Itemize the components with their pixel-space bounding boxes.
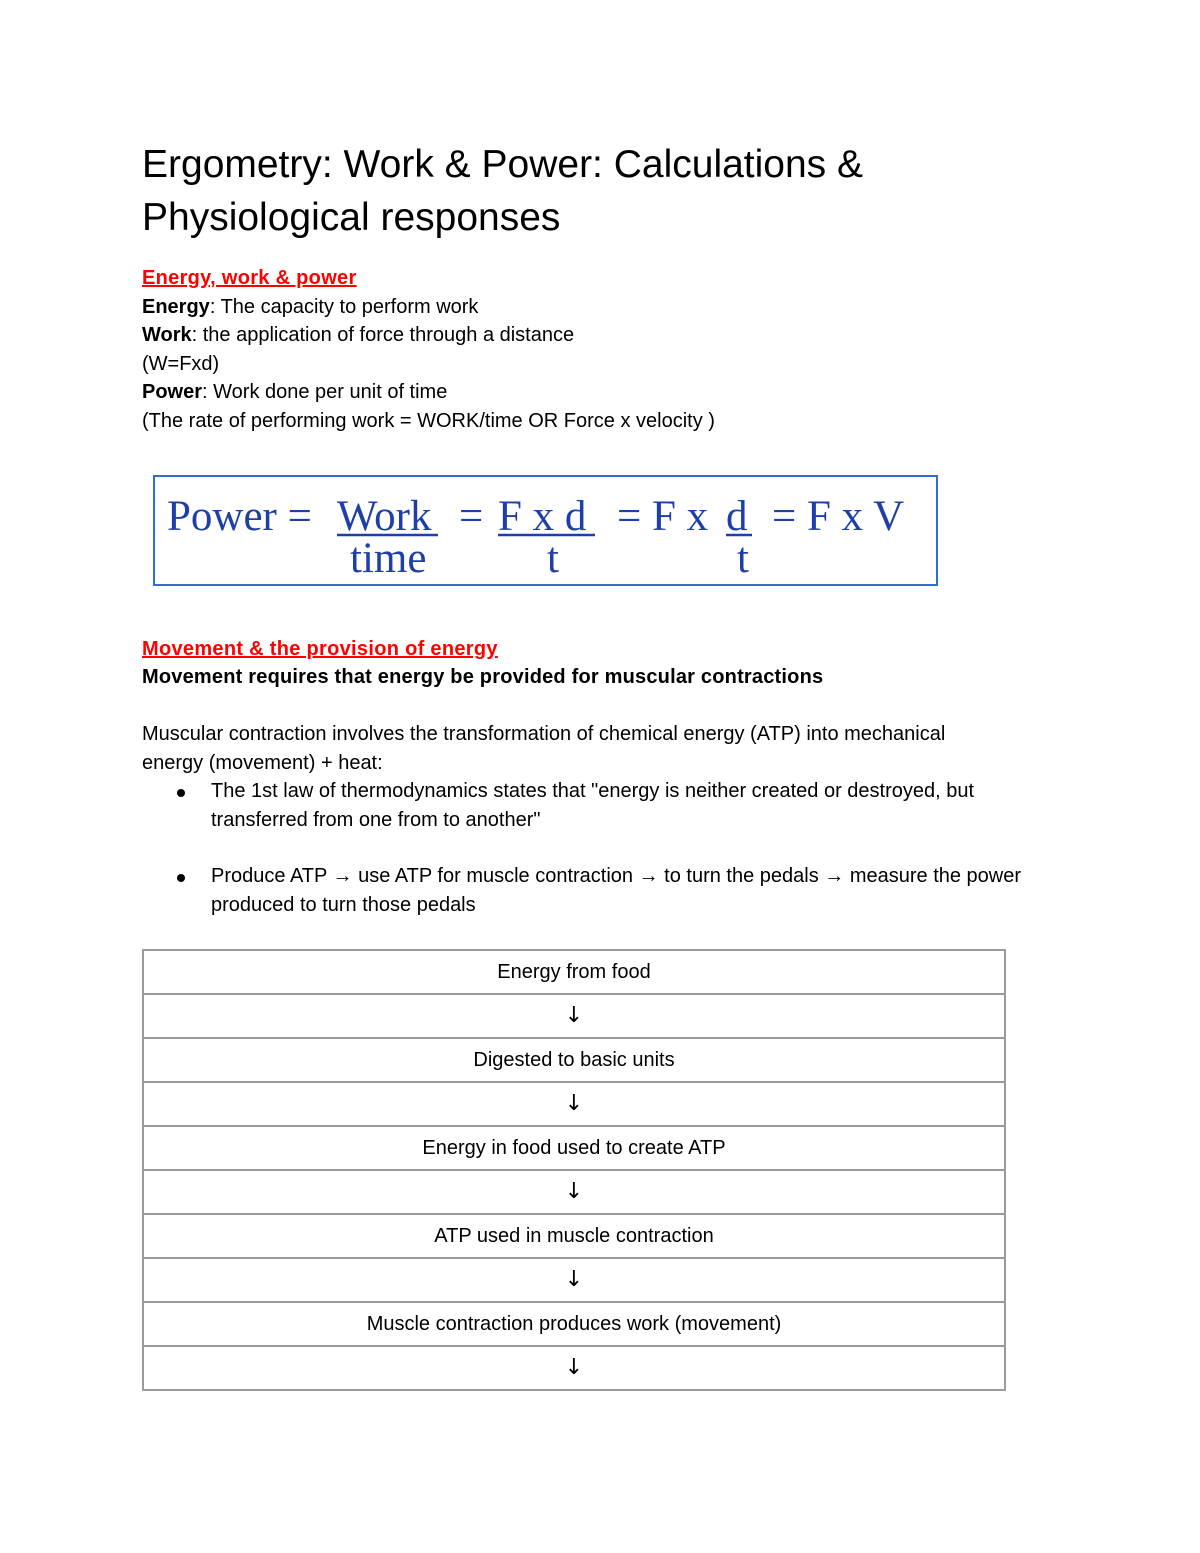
formula-fxv: = F x V <box>772 493 905 540</box>
energy-definition <box>142 293 478 321</box>
work-term: Work <box>142 324 192 346</box>
formula-eq1: = <box>459 493 484 540</box>
bullet-item-1: The 1st law of thermodynamics states that "energy is neither created or destroyed, but transferred from one from to another" <box>211 780 975 831</box>
bullet-item-2: Produce ATP → use ATP for muscle contraction → to turn the pedals → measure the power produced to turn those pedals <box>211 865 1022 916</box>
table-row <box>143 1038 1005 1082</box>
down-arrow-icon: ↓ <box>143 1170 1005 1214</box>
paragraph-line-2: energy (movement) + heat: <box>142 752 383 774</box>
energy-def-text: : The capacity to perform work <box>209 296 479 318</box>
formula-t-1: t <box>547 535 559 582</box>
power-term: Power <box>142 381 203 403</box>
formula-t-2: t <box>737 535 749 582</box>
formula-power: Power = <box>167 493 312 540</box>
table-row <box>143 1170 1005 1214</box>
power-formula-svg <box>155 477 936 584</box>
bullet-dot-1 <box>177 789 185 797</box>
energy-flow-table <box>142 949 1006 1391</box>
work-formula-text: (W=Fxd) <box>142 353 220 375</box>
energy-term: Energy <box>142 296 210 318</box>
formula-eq2: = F x <box>617 493 709 540</box>
paragraph-line-1: Muscular contraction involves the transformation of chemical energy (ATP) into mechanical <box>142 723 946 745</box>
flow-step-create-atp: Energy in food used to create ATP <box>143 1126 1005 1170</box>
down-arrow-icon: ↓ <box>143 1346 1005 1390</box>
down-arrow-icon: ↓ <box>143 1258 1005 1302</box>
section-heading-movement: Movement & the provision of energy <box>142 638 498 660</box>
table-row <box>143 1346 1005 1390</box>
table-row <box>143 1214 1005 1258</box>
formula-fxd-1: F x d <box>498 493 587 540</box>
formula-d-2: d <box>726 493 748 540</box>
power-definition <box>142 378 447 406</box>
bullet-dot-2 <box>177 874 185 882</box>
formula-work: Work <box>337 493 432 540</box>
flow-step-produces-work: Muscle contraction produces work (movement) <box>143 1302 1005 1346</box>
flow-step-atp-muscle: ATP used in muscle contraction <box>143 1214 1005 1258</box>
table-row <box>143 1082 1005 1126</box>
down-arrow-icon: ↓ <box>143 1082 1005 1126</box>
formula-time: time <box>350 535 427 582</box>
movement-statement: Movement requires that energy be provided for muscular contractions <box>142 666 824 688</box>
work-definition <box>142 321 574 349</box>
table-row <box>143 994 1005 1038</box>
work-def-text: : the application of force through a distance <box>191 324 575 346</box>
table-row <box>143 950 1005 994</box>
flow-step-digested: Digested to basic units <box>143 1038 1005 1082</box>
flow-step-energy-from-food: Energy from food <box>143 950 1005 994</box>
power-def-text: : Work done per unit of time <box>202 381 448 403</box>
table-row <box>143 1126 1005 1170</box>
section-heading-energy-work-power: Energy, work & power <box>142 267 357 289</box>
power-formula-figure <box>153 475 938 586</box>
document-title: Ergometry: Work & Power: Calculations & Physiological responses <box>142 143 864 239</box>
down-arrow-icon: ↓ <box>143 994 1005 1038</box>
power-note: (The rate of performing work = WORK/time OR Force x velocity ) <box>142 410 715 432</box>
table-row <box>143 1258 1005 1302</box>
table-row <box>143 1302 1005 1346</box>
